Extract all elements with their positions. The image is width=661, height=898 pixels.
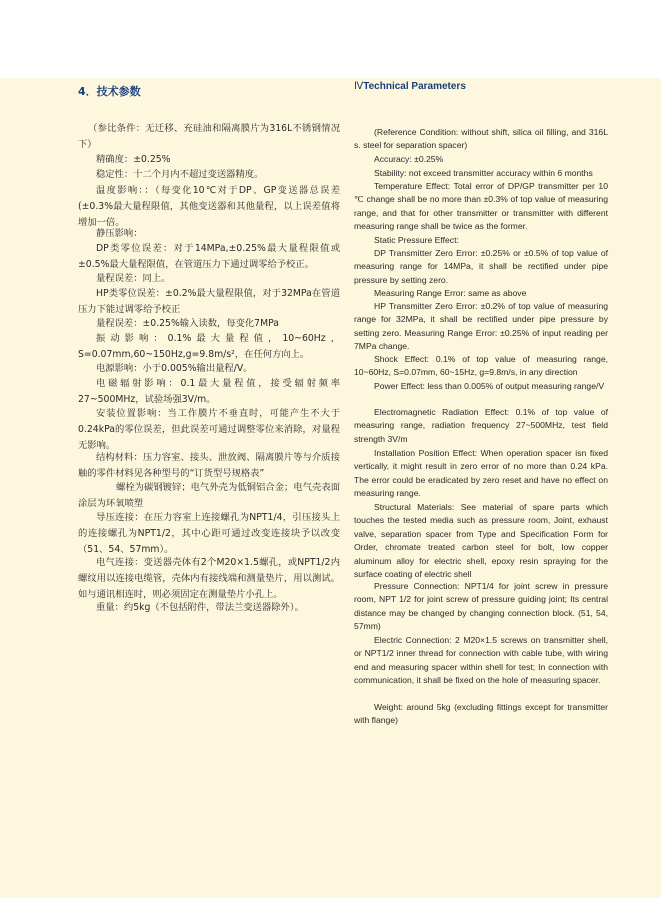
- zh-dp-zero-error: DP类零位误差：对于14MPa,±0.25%最大量程限值或±0.5%最大量程限值，在管道压力下通过调零给予校正。: [78, 243, 340, 270]
- en-reference-condition: (Reference Condition: without shift, silica oil filling, and 316L s. steel for separation spacer): [354, 127, 608, 151]
- zh-emi-effect: 电磁辐射影响：0.1最大量程值，接受辐射频率27~500MHz，试验场强3V/m。: [78, 378, 340, 405]
- en-dp-zero-error: DP Transmitter Zero Error: ±0.25% or ±0.5% of top value of measuring range for 14MPa, it shall be rectified under pipe pressure by setting zero.: [354, 248, 608, 285]
- zh-pressure-connection: 导压连接：在压力容室上连接螺孔为NPT1/4，引压接头上的连接螺孔为NPT1/2，其中心距可通过改变连接块予以改变（51、54、57mm）。: [78, 512, 340, 555]
- en-accuracy: Accuracy: ±0.25%: [374, 154, 444, 164]
- en-shock-effect: Shock Effect: 0.1% of top value of measuring range, 10~60Hz, S=0.07mm, 60~15Hz, g=9.8m/s, in any direction: [354, 354, 608, 378]
- zh-temperature-effect: 温度影响：：（每变化10℃对于DP、GP变送器总误差(±0.3%最大量程限值，其他变送器和其他量程，以上误差值将增加一倍。: [78, 185, 340, 228]
- zh-installation-effect: 安装位置影响：当工作膜片不垂直时，可能产生不大于0.24kPa的零位误差，但此误差可通过调整零位来消除，对量程无影响。: [78, 408, 340, 451]
- section-number: Ⅳ: [354, 81, 364, 92]
- en-temperature-effect: Temperature Effect: Total error of DP/GP transmitter per 10 ℃ change shall be no more than ±0.3% of top value of measuring range, and that for other transmitter or transmitter with different measuring range shall be twice as the former.: [354, 181, 608, 232]
- zh-hp-range-error: 量程误差：±0.25%输入读数，每变化7MPa: [96, 318, 280, 329]
- zh-power-effect: 电源影响：小于0.005%输出量程/V。: [96, 363, 253, 374]
- zh-reference-condition: （参比条件：无迁移、充硅油和隔离膜片为316L不锈钢情况下）: [78, 123, 340, 150]
- zh-structural-materials: 结构材料：压力容室、接头、泄放阀、隔离膜片等与介质接触的零件材料见各种型号的“订货型号规格表”: [78, 452, 340, 479]
- section-heading-english: [354, 81, 466, 92]
- section-heading-chinese: 4．技术参数: [78, 85, 141, 98]
- en-range-error: Measuring Range Error: same as above: [374, 288, 527, 298]
- en-pressure-connection: Pressure Connection: NPT1/4 for joint screw in pressure room, NPT 1/2 for joint screw of pressure guiding joint; Its central distance may be changed by changing connection block. (51, 54, 57mm): [354, 581, 608, 632]
- en-hp-zero-error: HP Transmitter Zero Error: ±0.2% of top value of measuring range for 32MPa, it shall be rectified under pipe pressure by setting zero. Measuring Range Error: ±0.25% of input reading per 7MPa change.: [354, 301, 608, 352]
- zh-hp-zero-error: HP类零位误差：±0.2%最大量程限值，对于32MPa在管道压力下能过调零给予校正: [78, 288, 340, 315]
- en-electric-connection: Electric Connection: 2 M20×1.5 screws on transmitter shell, or NPT1/2 inner thread for connection with cable tube, with wiring end and measuring spacer within shell for test; In connection with communication, it shall be fixed on the hole of measuring spacer.: [354, 635, 608, 686]
- zh-static-pressure-effect: 静压影响：: [96, 228, 143, 239]
- en-weight: Weight: around 5kg (excluding fittings except for transmitter with flange): [354, 702, 608, 726]
- en-installation-effect: Installation Position Effect: When operation spacer isn fixed vertically, it might result in zero error of no more than 0.24 kPa. The error could be eradicated by zero reset and have no effect on measuring range.: [354, 448, 608, 499]
- zh-stability: 稳定性：十二个月内不超过变送器精度。: [96, 169, 264, 180]
- zh-vibration-effect: 振动影响：0.1%最大量程值，10~60Hz，S=0.07mm,60~150Hz,g=9.8m/s²，在任何方向上。: [78, 333, 340, 360]
- en-stability: Stability: not exceed transmitter accuracy within 6 months: [374, 168, 593, 178]
- zh-bolt-material: 螺栓为碳钢镀锌；电气外壳为低铜铝合金；电气壳表面涂层为环氧喷塑: [78, 482, 340, 509]
- en-power-effect: Power Effect: less than 0.005% of output measuring range/V: [374, 381, 605, 391]
- en-structural-materials: Structural Materials: See material of spare parts which touches the tested media such as pressure room, Joint, exhaust valve, separation spacer from Type and Specification Form for Order, chromate treated carbon steel for bolt, low copper aluminum alloy for electric shell, epoxy resin spraying for the surface coating of electric shell: [354, 502, 608, 580]
- zh-electric-connection: 电气连接：变送器壳体有2个M20×1.5螺孔，或NPT1/2内螺纹用以连接电缆管，壳体内有接线端和测量垫片，用以测试。如与通讯相连时，则必须固定在测量垫片小孔上。: [78, 557, 340, 600]
- en-static-pressure-effect: Static Pressure Effect:: [374, 235, 459, 245]
- en-emi-effect: Electromagnetic Radiation Effect: 0.1% of top value of measuring range, radiation frequency 27~500MHz, test field strength 3V/m: [354, 407, 608, 444]
- section-title: Technical Parameters: [363, 81, 466, 92]
- zh-weight: 重量：约5kg（不包括附件，带法兰变送器除外）。: [96, 602, 304, 613]
- zh-range-error: 量程误差：同上。: [96, 273, 171, 284]
- zh-accuracy: 精确度：±0.25%: [96, 154, 171, 165]
